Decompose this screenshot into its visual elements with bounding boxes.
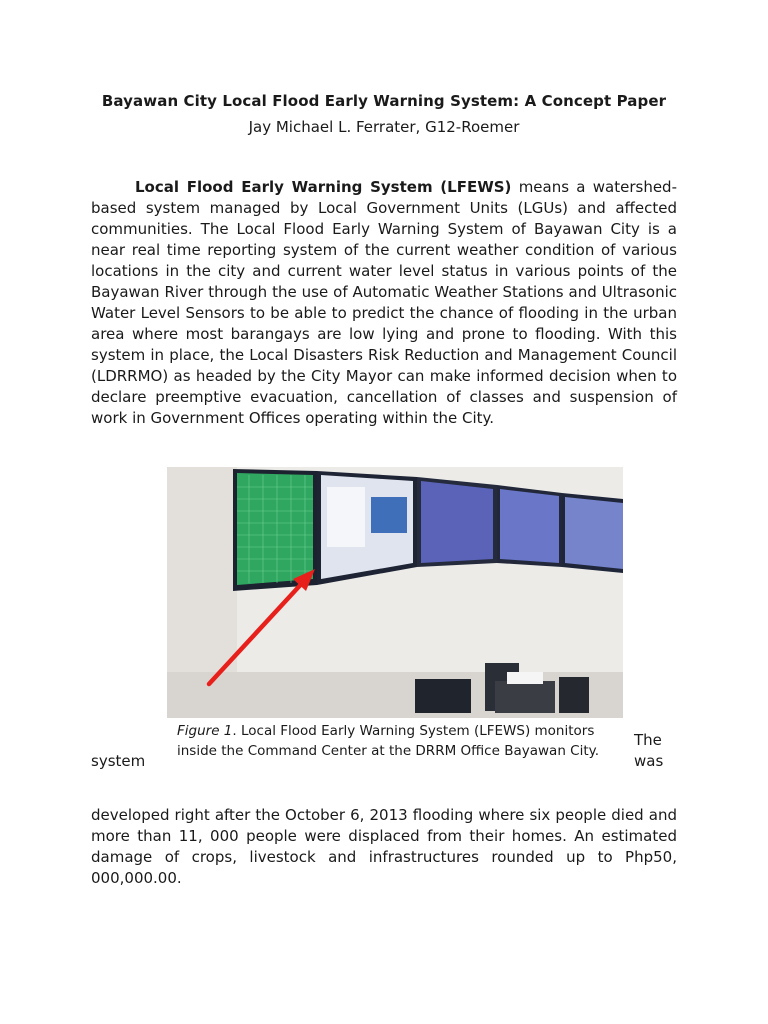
wrap-word-the: The <box>634 731 662 749</box>
wrap-word-system: system <box>91 752 146 770</box>
figure-label: Figure 1 <box>177 723 233 739</box>
monitor-3-screen <box>421 481 493 563</box>
printer-paper <box>507 672 543 684</box>
paragraph-intro-body: means a watershed-based system managed by Local Government Units (LGUs) and affected communities. The Local Flood Early Warning System of Bayawan City is a near real time reporting system of the current weather condition of various locations in the city and current water level status in various points of the Bayawan River through the use of Automatic Weather Stations and Ultrasonic Water Level Sensors to be able to predict the chance of flooding in the urban area where most barangays are low lying and prone to flooding. With this system in place, the Local Disasters Risk Reduction and Management Council (LDRRMO) as headed by the City Mayor can make informed decision when to declare preemptive evacuation, cancellation of classes and suspension of work in Government Offices operating within the City. <box>91 178 677 427</box>
desk-monitor-3 <box>559 677 589 713</box>
document-title: Bayawan City Local Flood Early Warning System: A Concept Paper <box>101 92 667 110</box>
desk-monitor-1 <box>415 679 471 713</box>
monitor-2-panel <box>327 487 365 547</box>
figure-photo <box>167 467 623 718</box>
paragraph-intro-lead: Local Flood Early Warning System (LFEWS) <box>135 178 512 196</box>
monitor-2-map <box>371 497 407 533</box>
figure-caption <box>177 721 623 761</box>
monitor-5-screen <box>565 497 623 569</box>
monitor-4-screen <box>500 489 559 563</box>
printer <box>495 681 555 713</box>
document-author: Jay Michael L. Ferrater, G12-Roemer <box>248 118 520 136</box>
wrap-word-was: was <box>634 752 664 770</box>
paragraph-history: developed right after the October 6, 2013 flooding where six people died and more than 11, 000 people were displaced from their homes. An estimated damage of crops, livestock and infrastructures rounded up to Php50, 000,000.00. <box>91 806 677 887</box>
paragraph-intro <box>91 177 677 429</box>
monitor-1-screen <box>237 473 313 585</box>
figure-caption-text: . Local Flood Early Warning System (LFEWS) monitors inside the Command Center at the DRRM Office Bayawan City. <box>177 723 599 759</box>
command-center-photo <box>167 467 623 718</box>
